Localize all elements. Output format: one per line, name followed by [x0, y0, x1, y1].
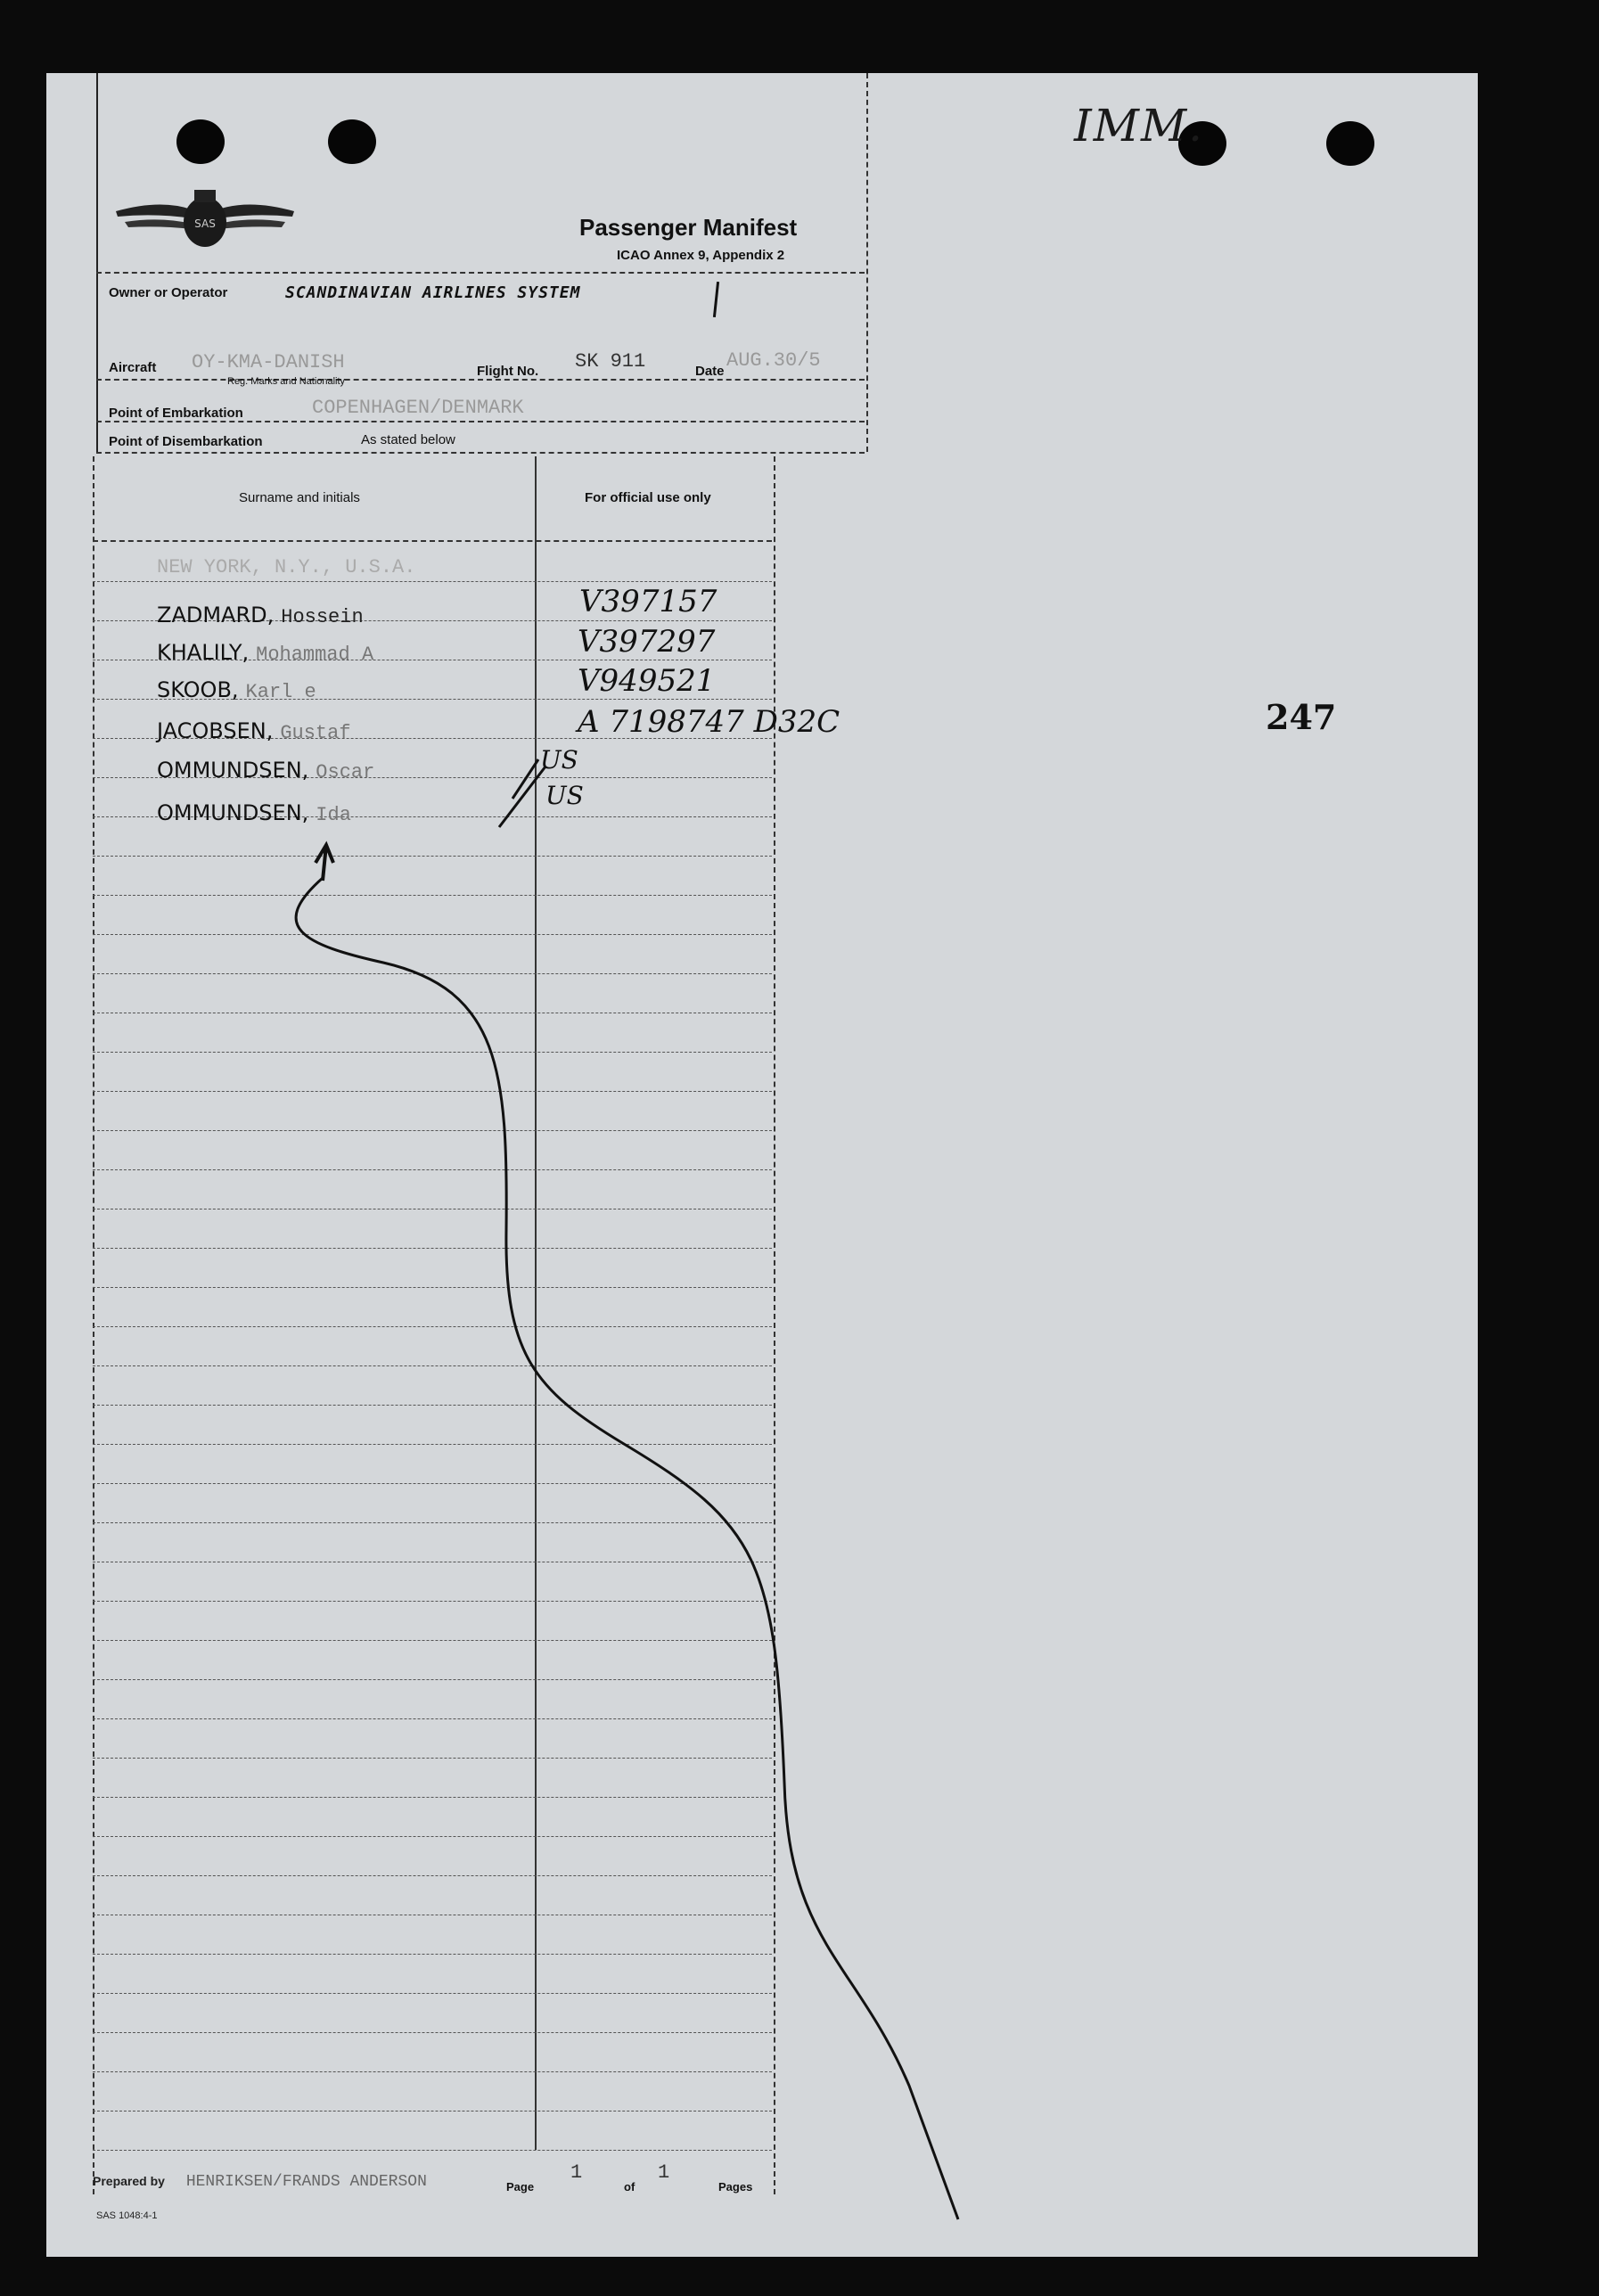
official-entry: V397157 — [579, 584, 718, 619]
passenger-given-name: Gustaf — [280, 722, 351, 744]
embarkation-label: Point of Embarkation — [109, 406, 243, 421]
passenger-surname: OMMUNDSEN, Oscar — [157, 758, 375, 783]
col-surname-header: Surname and initials — [239, 490, 360, 505]
disembarkation-value: As stated below — [361, 432, 455, 447]
flight-no-label: Flight No. — [477, 364, 539, 379]
destination-header: NEW YORK, N.Y., U.S.A. — [157, 556, 416, 578]
page-number-stamp: 247 — [1266, 697, 1337, 737]
disembarkation-label: Point of Disembarkation — [109, 434, 263, 449]
imm-note: IMM. — [1074, 100, 1205, 152]
passenger-given-name: Karl e — [245, 681, 316, 703]
page-value: 1 — [570, 2161, 583, 2184]
passenger-given-name: Mohammad A — [256, 644, 374, 666]
official-entry: US — [545, 781, 584, 810]
aircraft-label: Aircraft — [109, 360, 157, 375]
official-entry: V397297 — [578, 624, 716, 660]
passenger-given-name: Oscar — [316, 761, 375, 783]
reg-marks-label: Reg. Marks and Nationality — [227, 376, 346, 387]
passenger-given-name: Hossein — [281, 606, 364, 628]
manifest-subtitle: ICAO Annex 9, Appendix 2 — [617, 248, 785, 263]
passenger-surname: SKOOB, Karl e — [157, 677, 316, 703]
prepared-by-value: HENRIKSEN/FRANDS ANDERSON — [185, 2173, 427, 2191]
date-value: AUG.30/5 — [726, 349, 821, 372]
prepared-by-label: Prepared by HENRIKSEN/FRANDS ANDERSON — [93, 2173, 427, 2191]
manifest-title: Passenger Manifest — [579, 214, 798, 241]
official-entry: A 7198747 D32C — [578, 704, 840, 740]
col-official-header: For official use only — [585, 490, 711, 505]
svg-text:SAS: SAS — [194, 217, 216, 230]
passenger-surname: KHALILY, Mohammad A — [157, 640, 374, 666]
flight-no-value: SK 911 — [575, 350, 646, 373]
operator-value: SCANDINAVIAN AIRLINES SYSTEM — [285, 283, 581, 302]
passenger-surname: JACOBSEN, Gustaf — [157, 718, 351, 744]
official-entry: V949521 — [578, 663, 716, 699]
date-label: Date — [695, 364, 725, 379]
passenger-given-name: Ida — [316, 804, 351, 826]
page-label: Page — [506, 2180, 535, 2194]
official-entry: US — [540, 745, 578, 775]
of-pages-value: 1 — [658, 2161, 670, 2184]
embarkation-value: COPENHAGEN/DENMARK — [312, 397, 524, 419]
owner-label: Owner or Operator — [109, 285, 228, 300]
passenger-surname: ZADMARD, Hossein — [157, 603, 364, 628]
form-code: SAS 1048:4-1 — [96, 2210, 158, 2221]
of-label: of — [624, 2180, 636, 2194]
passenger-surname: OMMUNDSEN, Ida — [157, 800, 351, 826]
pages-label: Pages — [718, 2180, 753, 2194]
aircraft-reg-value: OY-KMA-DANISH — [192, 351, 345, 373]
